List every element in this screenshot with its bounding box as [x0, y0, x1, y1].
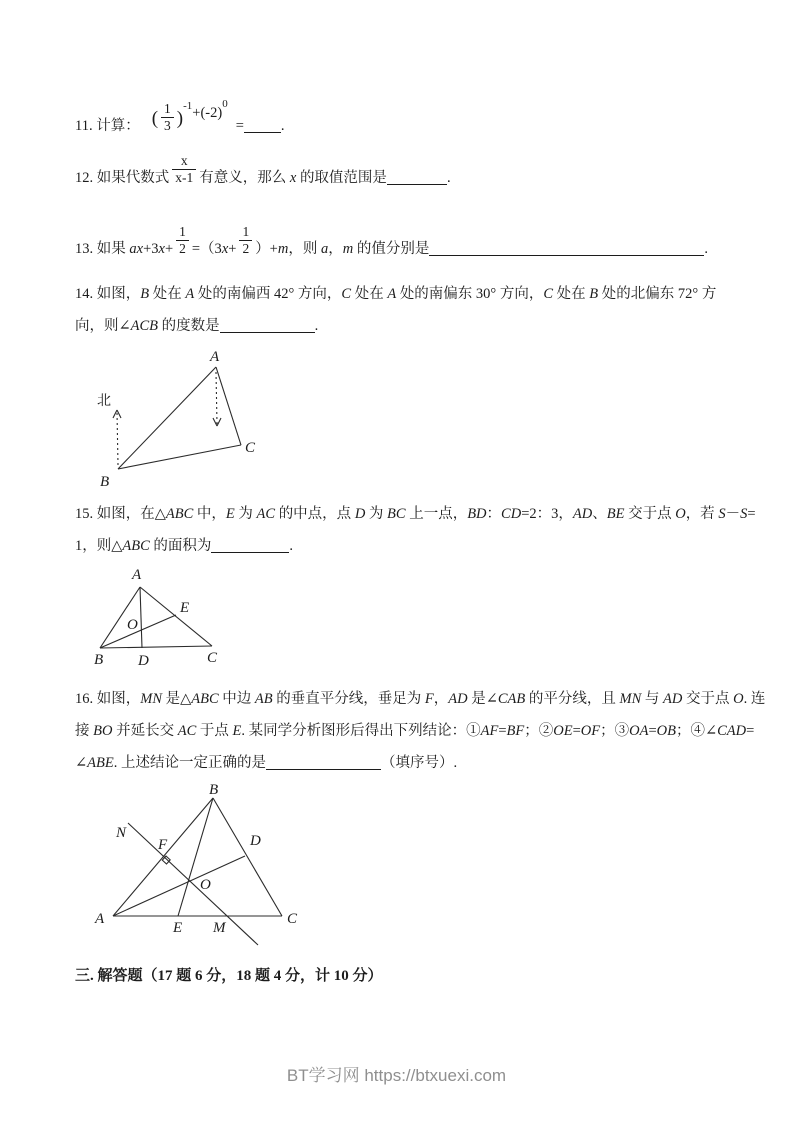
vertex-label-B: B — [100, 474, 110, 490]
question-15-line1: 15. 如图，在△ABC 中，E 为 AC 的中点，点 D 为 BC 上一点，BD：CD=2：3，AD、BE 交于点 O，若 S－S= — [75, 506, 756, 522]
question-12-pre: 如果代数式 — [96, 169, 170, 186]
point-label-E: E — [173, 920, 183, 936]
question-13 — [75, 224, 708, 259]
exponent-neg-one: -1 — [183, 100, 193, 112]
question-11-intro: 计算： — [96, 118, 140, 134]
answer-blank-q11 — [244, 119, 281, 133]
question-11-formula — [152, 94, 228, 136]
question-12-post: 有意义，那么 x 的取值范围是 — [199, 169, 387, 186]
vertex-label-C: C — [245, 440, 256, 456]
question-11 — [75, 94, 285, 136]
close-paren: ) — [176, 108, 184, 129]
south-arrow-from-A — [216, 372, 217, 424]
question-13-number: 13. — [75, 240, 94, 257]
footer-watermark: BT学习网 https://btxuexi.com — [286, 1066, 507, 1085]
vertex-label-A: A — [210, 349, 220, 365]
point-label-M: M — [213, 920, 226, 936]
question-15 — [75, 498, 756, 562]
cevian-AD — [140, 587, 142, 648]
point-label-D: D — [138, 653, 149, 669]
fraction-x-over-x-minus-1: $\frac{x}{x-1}$ — [172, 153, 196, 186]
answer-blank-q16 — [266, 756, 381, 770]
point-label-F: F — [158, 837, 168, 853]
question-13-mid: =（3x+ — [191, 240, 237, 257]
point-label-N: N — [116, 825, 127, 841]
side-BC — [100, 646, 212, 648]
question-14 — [75, 278, 716, 342]
open-paren: ( — [151, 108, 159, 129]
side-BC — [213, 798, 282, 916]
question-11-number: 11. — [75, 118, 93, 134]
answer-blank-q12 — [387, 171, 447, 185]
question-12-number: 12. — [75, 169, 94, 186]
side-AB — [113, 798, 213, 916]
question-16-line1: 16. 如图，MN 是△ABC 中边 AB 的垂直平分线，垂足为 F，AD 是∠CAB 的平分线，且 MN 与 AD 交于点 O. 连 — [75, 691, 766, 707]
fraction-one-third: $\frac{1}{3}$ — [161, 101, 174, 134]
question-14-line2: 向，则∠ACB 的度数是 . — [75, 318, 319, 334]
vertex-label-C: C — [207, 650, 218, 666]
period: . — [704, 240, 708, 257]
question-16 — [75, 683, 765, 779]
vertex-label-A: A — [95, 911, 105, 927]
section-heading: 三. 解答题（17 题 6 分，18 题 4 分，计 10 分） — [75, 968, 383, 984]
question-15-line2: 1，则△ABC 的面积为 . — [75, 538, 294, 554]
north-arrow-from-B — [117, 412, 118, 465]
point-label-O: O — [200, 877, 211, 893]
vertex-label-B: B — [94, 652, 104, 668]
question-13-post: ）+m，则 a，m 的值分别是 — [255, 240, 430, 257]
point-label-O: O — [127, 617, 138, 633]
question-16-line2: 接 BO 并延长交 AC 于点 E. 某同学分析图形后得出下列结论：①AF=BF；②OE=OF；③OA=OB；④∠CAD= — [75, 723, 755, 739]
fraction-one-half: $\frac{1}{2}$ — [239, 224, 252, 257]
vertex-label-A: A — [132, 567, 142, 583]
figure-q16-perpendicular-bisector — [88, 782, 323, 960]
vertex-label-C: C — [287, 911, 298, 927]
bisector-AD — [113, 856, 245, 916]
north-label: 北 — [97, 394, 111, 409]
question-13-pre: 如果 ax+3x+ — [96, 240, 174, 257]
plus-term: +(-2) — [192, 105, 223, 121]
question-12 — [75, 153, 451, 188]
side-BC — [118, 445, 241, 469]
question-14-line1: 14. 如图，B 处在 A 处的南偏西 42° 方向，C 处在 A 处的南偏东 30° 方向，C 处在 B 处的北偏东 72° 方 — [75, 286, 717, 302]
answer-blank-q13 — [429, 242, 704, 256]
side-AC — [216, 367, 241, 445]
side-AC — [140, 587, 212, 646]
question-16-line3: ∠ABE. 上述结论一定正确的是 （填序号）. — [75, 755, 458, 771]
exponent-zero: 0 — [222, 98, 228, 110]
period: . — [280, 118, 285, 134]
figure-q15-triangle-cevians — [82, 566, 262, 670]
figure-q14-bearing-triangle — [85, 348, 265, 496]
fraction-one-half: $\frac{1}{2}$ — [176, 224, 189, 257]
answer-blank-q15 — [211, 539, 289, 553]
vertex-label-B: B — [209, 782, 219, 798]
answer-blank-q14 — [220, 319, 315, 333]
equals-sign: = — [235, 118, 244, 134]
side-BA — [118, 367, 216, 469]
point-label-D: D — [250, 833, 261, 849]
point-label-E: E — [180, 600, 190, 616]
period: . — [446, 169, 451, 186]
